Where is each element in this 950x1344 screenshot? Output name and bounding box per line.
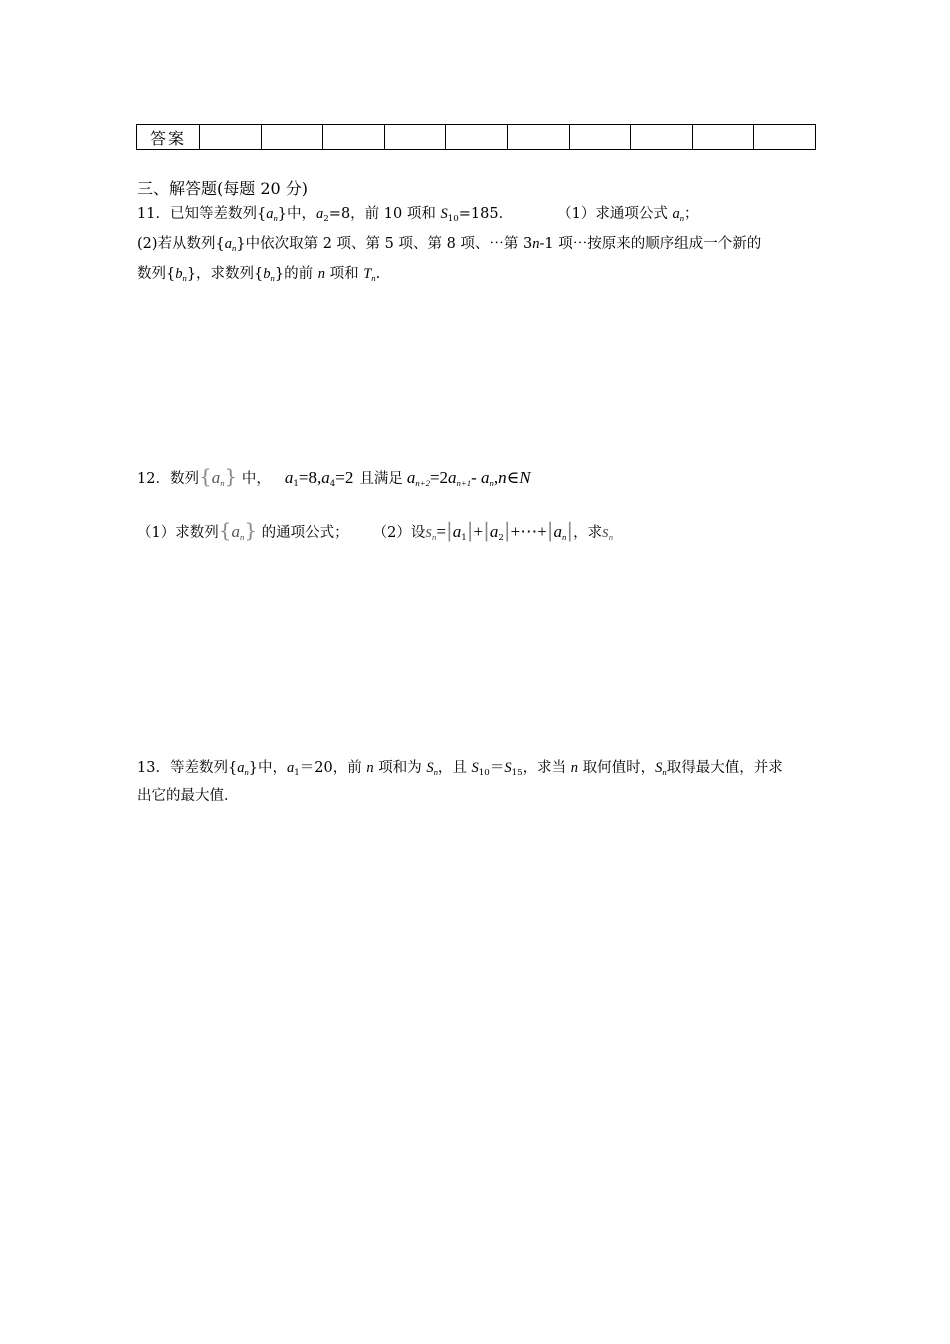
answer-cell[interactable] (754, 125, 816, 150)
answer-cell[interactable] (569, 125, 631, 150)
answer-cell[interactable] (631, 125, 693, 150)
question-11-line-2: (2)若从数列$\{a_n\}$中依次取第 2 项、第 5 项、第 8 项、⋯第 3n-1 项⋯按原来的顺序组成一个新的 (137, 236, 762, 253)
q12-number: 12．数列 (137, 471, 199, 487)
question-12-line-1: 12．数列$\{a_n\}$ 中， $a_1=8,a_4=2$ 且满足 $a_{n+2}=2a_{n+1}-$ $a_n,n\in N$ (137, 464, 531, 489)
answer-cell[interactable] (200, 125, 262, 150)
answer-cell[interactable] (384, 125, 446, 150)
q12-part-2: （2）设 (372, 525, 426, 541)
question-13-line-2: 出它的最大值． (137, 788, 239, 804)
q11-part-1: （1）求通项公式 (557, 206, 673, 222)
answer-cell[interactable] (323, 125, 385, 150)
question-11-line-3: 数列$\{b_n\}$，求数列$\{b_n\}$的前 n 项和 $T_n$. (137, 266, 381, 283)
q11-number: 11． (137, 206, 170, 222)
question-12-line-2: （1）求数列$\{a_n\}$ 的通项公式； （2）设$s_n=|a_1|+|a_2|+\cdots+|a_n|$，求$s_n$ (137, 518, 614, 543)
question-13-line-1: 13．等差数列$\{a_n\}$中，$a_1=20$，前 n 项和为 $S_n$，且 $S_{10}=S_{15}$，求当 n 取何值时，$S_n$取得最大值，并求 (137, 760, 783, 778)
answer-table-header: 答案 (137, 125, 200, 150)
answer-cell[interactable] (507, 125, 569, 150)
question-11-line-1: 11．已知等差数列$\{a_n\}$中，$a_2=8$，前 10 项和 $S_{10}=185$． （1）求通项公式 $a_n$； (137, 206, 699, 224)
q12-part-1: （1）求数列 (137, 525, 219, 541)
q13-number: 13．等差数列{ (137, 760, 238, 776)
answer-cell[interactable] (261, 125, 323, 150)
section-title: 三、解答题(每题 20 分) (137, 179, 309, 198)
answer-cell[interactable] (692, 125, 754, 150)
answer-table-row (137, 125, 816, 150)
answer-cell[interactable] (446, 125, 508, 150)
answer-table (136, 124, 816, 150)
